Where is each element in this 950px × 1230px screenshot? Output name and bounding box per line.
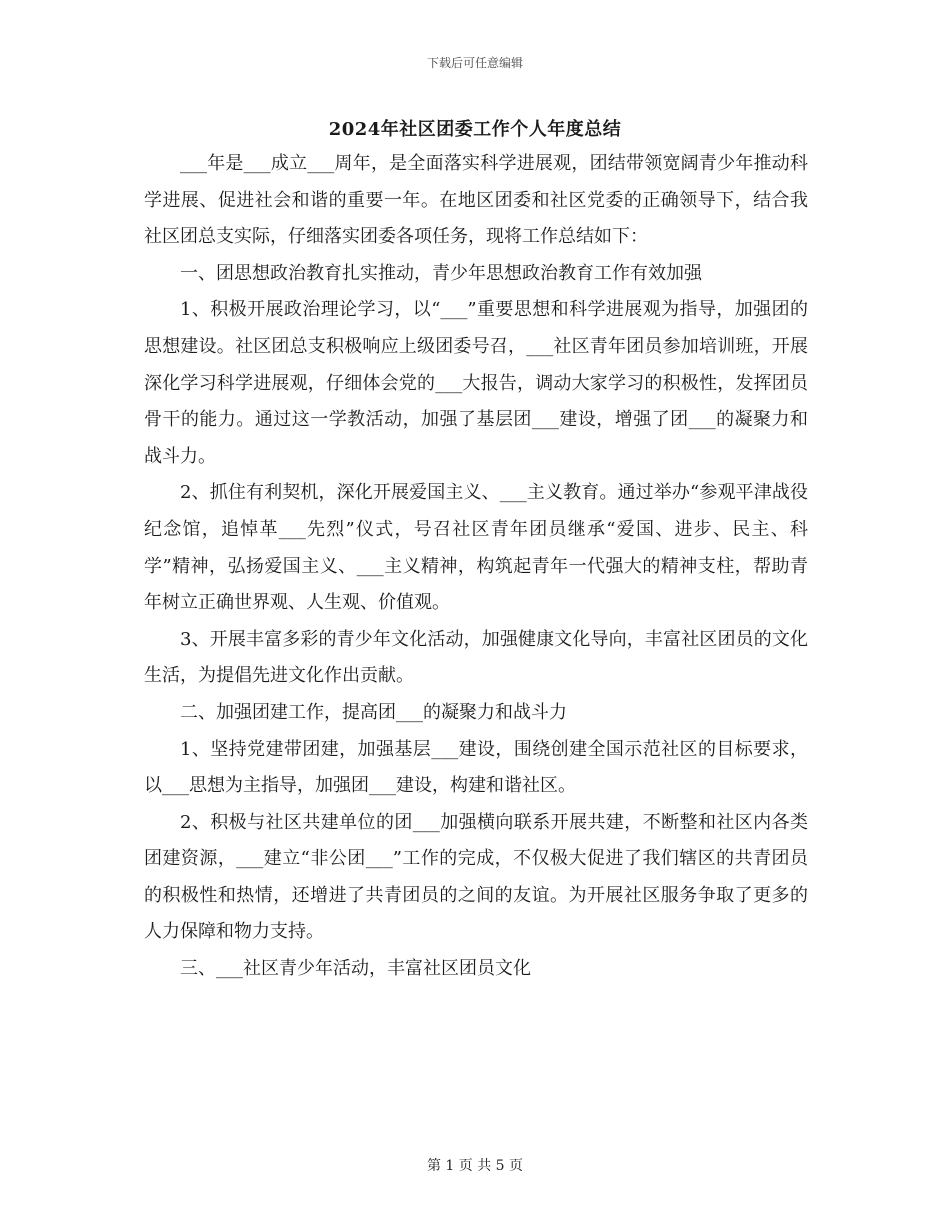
section-heading-2: 二、加强团建工作，提高团___的凝聚力和战斗力 (180, 701, 567, 723)
paragraph-intro: ___年是___成立___周年，是全面落实科学进展观，团结带领宽阔青少年推动科学进展、促进社会和谐的重要一年。在地区团委和社区党委的正确领导下，结合我社区团总支实际，仔细落实团委各项任务，现将工作总结如下： (144, 153, 808, 248)
header-note: 下载后可任意编辑 (426, 56, 523, 70)
section-heading-3: 三、___社区青少年活动，丰富社区团员文化 (180, 958, 531, 980)
paragraph-1-2: 2、抓住有利契机，深化开展爱国主义、___主义教育。通过举办“参观平津战役纪念馆，追悼革___先烈”仪式，号召社区青年团员继承“爱国、进步、民主、科学”精神，弘扬爱国主义、___主义精神，构筑起青年一代强大的精神支柱，帮助青年树立正确世界观、人生观、价值观。 (144, 482, 808, 614)
page-number-footer: 第 1 页 共 5 页 (426, 1158, 524, 1174)
paragraph-1-3: 3、开展丰富多彩的青少年文化活动，加强健康文化导向，丰富社区团员的文化生活，为提倡先进文化作出贡献。 (144, 628, 808, 687)
paragraph-2-2: 2、积极与社区共建单位的团___加强横向联系开展共建，不断整和社区内各类团建资源，___建立“非公团___”工作的完成，不仅极大促进了我们辖区的共青团员的积极性和热情，还增进了共青团员的之间的友谊。为开展社区服务争取了更多的人力保障和物力支持。 (144, 811, 808, 943)
section-heading-1: 一、团思想政治教育扎实推动，青少年思想政治教育工作有效加强 (180, 262, 702, 284)
paragraph-1-1: 1、积极开展政治理论学习，以“___”重要思想和科学进展观为指导，加强团的思想建设。社区团总支积极响应上级团委号召，___社区青年团员参加培训班，开展深化学习科学进展观，仔细体会党的___大报告，调动大家学习的积极性，发挥团员骨干的能力。通过这一学教活动，加强了基层团___建设，增强了团___的凝聚力和战斗力。 (144, 299, 808, 467)
document-title: 2024年社区团委工作个人年度总结 (328, 119, 622, 140)
paragraph-2-1: 1、坚持党建带团建，加强基层___建设，围绕创建全国示范社区的目标要求，以___思想为主指导，加强团___建设，构建和谐社区。 (144, 738, 808, 797)
document-body (144, 146, 808, 988)
